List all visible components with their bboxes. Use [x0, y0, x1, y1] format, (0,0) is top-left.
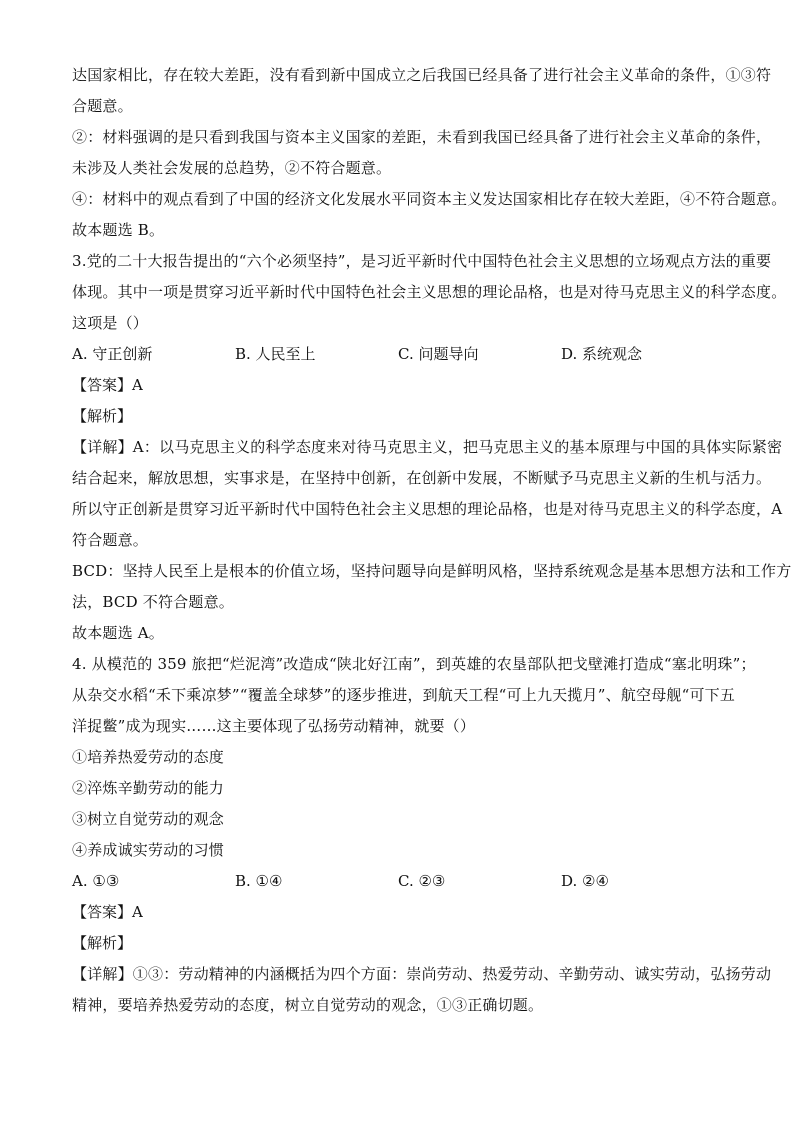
q2-text-line: 合题意。: [72, 97, 133, 115]
q4-stem-line: 洋捉鳖”成为现实……这主要体现了弘扬劳动精神，就要（）: [72, 717, 476, 735]
q3-stem-line: 3.党的二十大报告提出的“六个必须坚持”，是习近平新时代中国特色社会主义思想的立场观点方法的重要: [72, 252, 772, 270]
q4-analysis-label: 【解析】: [72, 934, 133, 952]
q3-detail-line: 结合起来，解放思想，实事求是，在坚持中创新，在创新中发展，不断赋予马克思主义新的生机与活力。: [72, 469, 772, 487]
q3-option-a: A. 守正创新: [72, 345, 153, 363]
q4-stem-line: 4. 从模范的 359 旅把“烂泥湾”改造成“陕北好江南”，到英雄的农垦部队把戈壁滩打造成“塞北明珠”；: [72, 655, 756, 673]
q2-text-line: ④：材料中的观点看到了中国的经济文化发展水平同资本主义发达国家相比存在较大差距，④不符合题意。: [72, 190, 787, 208]
q4-item: ②淬炼辛勤劳动的能力: [72, 779, 225, 797]
q3-option-d: D. 系统观念: [561, 345, 643, 363]
q4-item: ③树立自觉劳动的观念: [72, 810, 225, 828]
q2-text-line: ②：材料强调的是只看到我国与资本主义国家的差距，未看到我国已经具备了进行社会主义革命的条件，: [72, 128, 772, 146]
q3-option-b: B. 人民至上: [235, 345, 316, 363]
q3-detail-line: 法，BCD 不符合题意。: [72, 593, 234, 611]
q3-analysis-label: 【解析】: [72, 407, 133, 425]
q4-item: ①培养热爱劳动的态度: [72, 748, 225, 766]
document-page: [72, 60, 792, 1021]
q4-answer: 【答案】A: [72, 903, 143, 921]
q2-text-line: 未涉及人类社会发展的总趋势，②不符合题意。: [72, 159, 392, 177]
q3-detail-line: BCD：坚持人民至上是根本的价值立场，坚持问题导向是鲜明风格，坚持系统观念是基本思想方法和工作方: [72, 562, 792, 580]
q4-options: [72, 866, 728, 897]
q3-detail-line: 【详解】A：以马克思主义的科学态度来对待马克思主义，把马克思主义的基本原理与中国的具体实际紧密: [72, 438, 783, 456]
q3-options: [72, 339, 728, 370]
q3-detail-line: 符合题意。: [72, 531, 149, 549]
q4-option-c: C. ②③: [398, 872, 446, 890]
q4-option-a: A. ①③: [72, 872, 120, 890]
q4-detail-line: 精神，要培养热爱劳动的态度，树立自觉劳动的观念，①③正确切题。: [72, 996, 544, 1014]
q2-conclusion: 故本题选 B。: [72, 221, 165, 239]
q3-option-c: C. 问题导向: [398, 345, 479, 363]
q3-stem-line: 体现。其中一项是贯穿习近平新时代中国特色社会主义思想的理论品格，也是对待马克思主义的科学态度。: [72, 283, 787, 301]
q3-stem-line: 这项是（）: [72, 314, 149, 332]
q4-option-b: B. ①④: [235, 872, 283, 890]
q3-detail-line: 所以守正创新是贯穿习近平新时代中国特色社会主义思想的理论品格，也是对待马克思主义的科学态度，A: [72, 500, 783, 518]
q4-stem-line: 从杂交水稻“禾下乘凉梦”“覆盖全球梦”的逐步推进，到航天工程“可上九天揽月”、航空母舰“可下五: [72, 686, 736, 704]
q3-conclusion: 故本题选 A。: [72, 624, 165, 642]
q4-item: ④养成诚实劳动的习惯: [72, 841, 225, 859]
q3-answer: 【答案】A: [72, 376, 143, 394]
q4-detail-line: 【详解】①③：劳动精神的内涵概括为四个方面：崇尚劳动、热爱劳动、辛勤劳动、诚实劳动，弘扬劳动: [72, 965, 772, 983]
q4-option-d: D. ②④: [561, 872, 609, 890]
q2-text-line: 达国家相比，存在较大差距，没有看到新中国成立之后我国已经具备了进行社会主义革命的条件，①③符: [72, 66, 772, 84]
